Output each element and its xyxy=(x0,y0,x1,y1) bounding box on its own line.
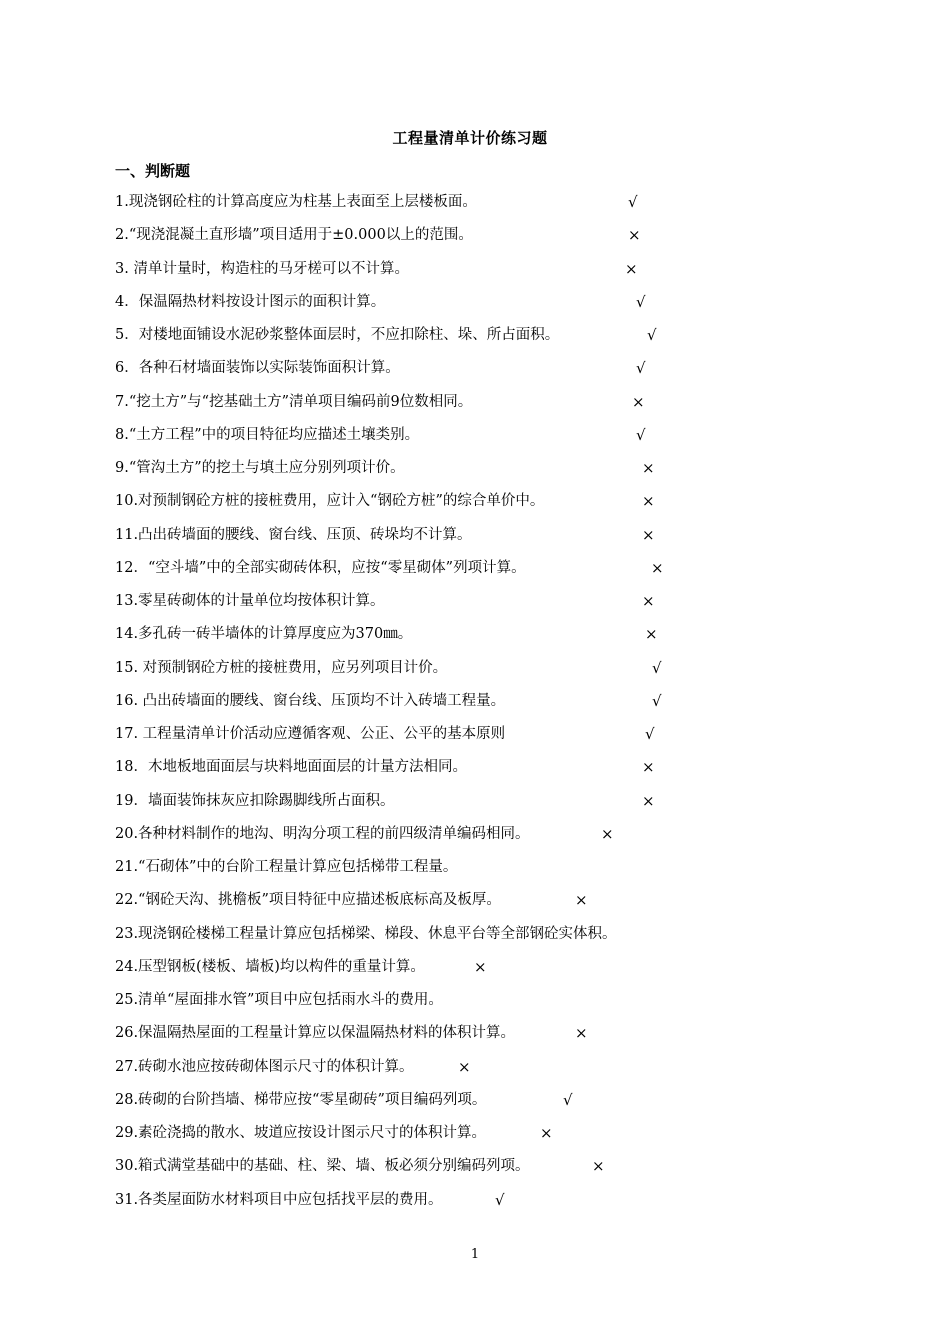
check-mark: √ xyxy=(636,425,646,444)
question-item: 21.“石砌体”中的台阶工程量计算应包括梯带工程量。 xyxy=(115,859,458,875)
question-item: 29.素砼浇捣的散水、坡道应按设计图示尺寸的体积计算。 xyxy=(115,1125,487,1141)
check-mark: √ xyxy=(495,1190,505,1209)
question-item: 2.“现浇混凝土直形墙”项目适用于±0.000以上的范围。 xyxy=(115,227,473,244)
cross-mark: × xyxy=(642,592,655,610)
question-item: 23.现浇钢砼楼梯工程量计算应包括梯梁、梯段、休息平台等全部钢砼实体积。 xyxy=(115,925,617,942)
check-mark: √ xyxy=(652,691,662,710)
question-item: 7.“挖土方”与“挖基础土方”清单项目编码前9位数相同。 xyxy=(115,393,473,410)
question-item: 13.零星砖砌体的计量单位均按体积计算。 xyxy=(115,593,385,609)
question-item: 27.砖砌水池应按砖砌体图示尺寸的体积计算。 xyxy=(115,1058,414,1075)
cross-mark: × xyxy=(625,259,638,278)
check-mark: √ xyxy=(563,1090,573,1109)
cross-mark: × xyxy=(592,1157,605,1176)
question-item: 10.对预制钢砼方桩的接桩费用，应计入“钢砼方桩”的综合单价中。 xyxy=(115,493,545,510)
question-item: 17. 工程量清单计价活动应遵循客观、公正、公平的基本原则 xyxy=(115,726,506,742)
question-item: 16. 凸出砖墙面的腰线、窗台线、压顶均不计入砖墙工程量。 xyxy=(115,692,506,709)
cross-mark: × xyxy=(540,1124,553,1142)
cross-mark: × xyxy=(575,891,588,910)
question-item: 15. 对预制钢砼方桩的接桩费用，应另列项目计价。 xyxy=(115,659,448,676)
cross-mark: × xyxy=(642,459,655,477)
check-mark: √ xyxy=(647,326,657,344)
cross-mark: × xyxy=(651,558,664,577)
question-item: 5．对楼地面铺设水泥砂浆整体面层时，不应扣除柱、垛、所占面积。 xyxy=(115,327,560,343)
check-mark: √ xyxy=(636,359,646,378)
question-item: 24.压型钢板(楼板、墙板)均以构件的重量计算。 xyxy=(115,958,425,975)
question-item: 1.现浇钢砼柱的计算高度应为柱基上表面至上层楼板面。 xyxy=(115,194,477,210)
question-item: 3. 清单计量时，构造柱的马牙槎可以不计算。 xyxy=(115,260,409,277)
cross-mark: × xyxy=(474,957,487,976)
page-title: 工程量清单计价练习题 xyxy=(392,129,548,147)
page-number: 1 xyxy=(470,1247,480,1262)
question-item: 30.箱式满堂基础中的基础、柱、梁、墙、板必须分别编码列项。 xyxy=(115,1158,530,1175)
cross-mark: × xyxy=(601,824,614,843)
cross-mark: × xyxy=(642,525,655,544)
cross-mark: × xyxy=(632,392,645,411)
question-item: 25.清单“屋面排水管”项目中应包括雨水斗的费用。 xyxy=(115,992,443,1008)
check-mark: √ xyxy=(652,658,662,677)
question-item: 9.“管沟土方”的挖土与填土应分别列项计价。 xyxy=(115,460,405,476)
cross-mark: × xyxy=(642,791,655,810)
question-item: 28.砖砌的台阶挡墙、梯带应按“零星砌砖”项目编码列项。 xyxy=(115,1091,487,1108)
section-heading: 一、判断题 xyxy=(115,162,191,180)
check-mark: √ xyxy=(645,725,655,743)
check-mark: √ xyxy=(636,292,646,311)
cross-mark: × xyxy=(642,492,655,511)
cross-mark: × xyxy=(575,1024,588,1043)
cross-mark: × xyxy=(642,758,655,777)
question-item: 8.“土方工程”中的项目特征均应描述土壤类别。 xyxy=(115,426,420,443)
question-item: 18．木地板地面面层与块料地面面层的计量方法相同。 xyxy=(115,759,467,776)
cross-mark: × xyxy=(458,1057,471,1076)
cross-mark: × xyxy=(645,625,658,644)
question-item: 22.“钢砼天沟、挑檐板”项目特征中应描述板底标高及板厚。 xyxy=(115,892,501,909)
question-item: 20.各种材料制作的地沟、明沟分项工程的前四级清单编码相同。 xyxy=(115,825,530,842)
question-item: 11.凸出砖墙面的腰线、窗台线、压顶、砖垛均不计算。 xyxy=(115,526,472,543)
question-item: 31.各类屋面防水材料项目中应包括找平层的费用。 xyxy=(115,1191,443,1208)
cross-mark: × xyxy=(628,226,641,245)
question-item: 14.多孔砖一砖半墙体的计算厚度应为370㎜。 xyxy=(115,626,413,643)
question-item: 19．墙面装饰抹灰应扣除踢脚线所占面积。 xyxy=(115,792,395,809)
question-item: 12．“空斗墙”中的全部实砌砖体积，应按“零星砌体”列项计算。 xyxy=(115,559,526,576)
question-item: 26.保温隔热屋面的工程量计算应以保温隔热材料的体积计算。 xyxy=(115,1025,516,1042)
question-item: 4．保温隔热材料按设计图示的面积计算。 xyxy=(115,293,386,310)
question-item: 6．各种石材墙面装饰以实际装饰面积计算。 xyxy=(115,360,400,377)
check-mark: √ xyxy=(628,193,638,211)
